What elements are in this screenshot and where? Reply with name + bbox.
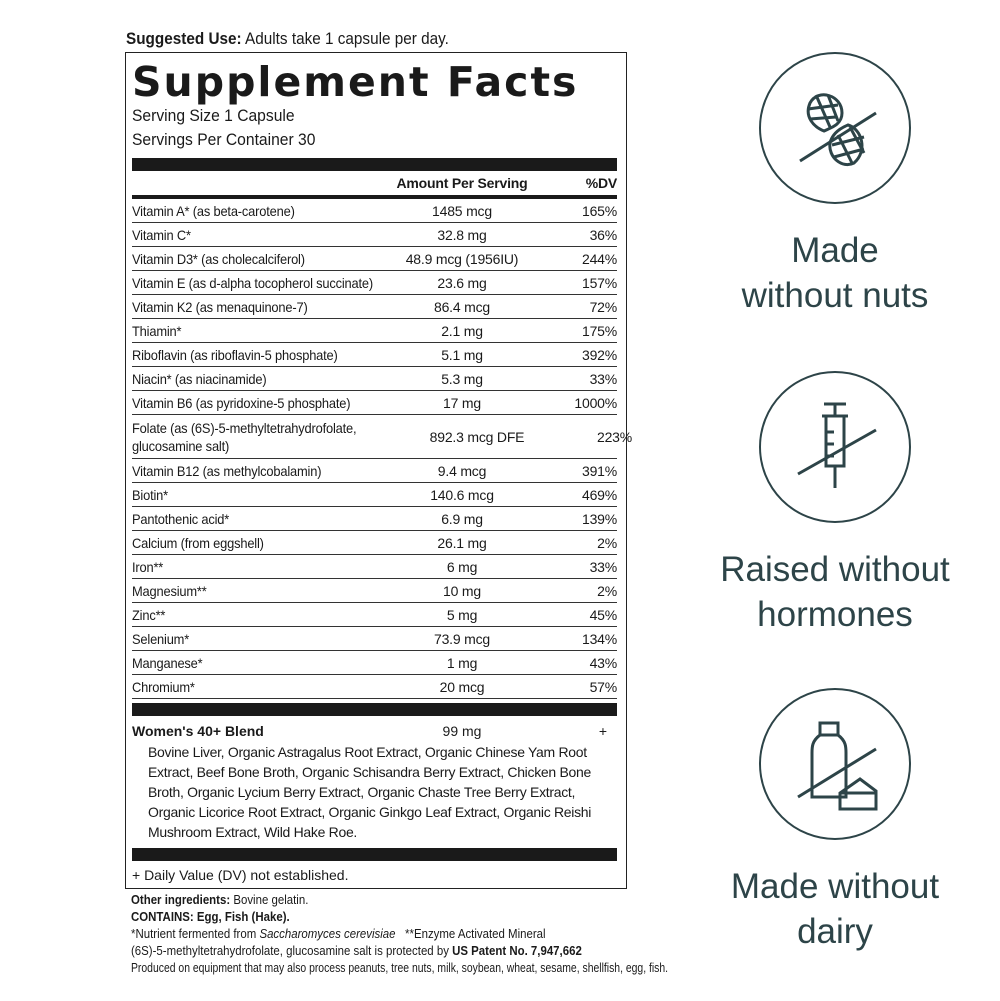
table-row bbox=[132, 627, 617, 651]
nutrient-amount: 9.4 mcg bbox=[437, 462, 487, 479]
badge-caption: dairy bbox=[797, 912, 873, 951]
nutrient-amount: 892.3 mcg DFE bbox=[429, 428, 525, 445]
nutrient-name: Chromium* bbox=[132, 678, 195, 695]
nutrient-amount: 23.6 mg bbox=[437, 274, 487, 291]
nutrient-dv: 165% bbox=[581, 202, 617, 219]
blend-amount: 99 mg bbox=[442, 723, 482, 739]
nutrient-dv: 139% bbox=[581, 510, 617, 527]
panel-title: Supplement Facts bbox=[132, 58, 579, 106]
table-row bbox=[132, 675, 617, 699]
nutrient-amount: 86.4 mcg bbox=[434, 298, 490, 315]
amount-header: Amount Per Serving bbox=[396, 175, 528, 191]
nutrient-name: Vitamin C* bbox=[132, 226, 191, 243]
nutrient-name: Vitamin B12 (as methylcobalamin) bbox=[132, 462, 322, 479]
divider-bar bbox=[132, 848, 617, 861]
table-row bbox=[132, 651, 617, 675]
nutrient-amount: 73.9 mcg bbox=[434, 630, 490, 647]
nutrient-name: Folate (as (6S)-5-methyltetrahydrofolate, glucosamine salt) bbox=[132, 419, 357, 454]
no-hormones-icon bbox=[759, 371, 911, 523]
table-row bbox=[132, 507, 617, 531]
nutrient-dv: 57% bbox=[589, 678, 617, 695]
footer-notes: Other ingredients: Bovine gelatin. CONTAINS: Egg, Fish (Hake). *Nutrient fermented from Saccharomyces cerevisiae **Enzyme Activated Mineral (6S)-5-methyltetrahydrofolate, glucosamine salt is protected by US Patent No. 7,947,662 Produced on equipment that may also process peanuts, tree nuts, milk, soybean, wheat, sesame, shellfish, egg, fish. bbox=[131, 892, 669, 975]
nutrient-amount: 10 mg bbox=[443, 582, 481, 599]
nutrient-dv: 392% bbox=[581, 346, 617, 363]
nutrient-name: Calcium (from eggshell) bbox=[132, 534, 264, 551]
nutrient-name: Biotin* bbox=[132, 486, 168, 503]
badge-no-nuts bbox=[741, 52, 929, 318]
suggested-use: Suggested Use: Adults take 1 capsule per day. bbox=[126, 29, 449, 48]
nutrient-dv: 72% bbox=[589, 298, 617, 315]
table-row bbox=[132, 579, 617, 603]
nutrient-name: Vitamin A* (as beta-carotene) bbox=[132, 202, 295, 219]
supplement-facts-panel bbox=[125, 52, 632, 889]
nutrient-amount: 20 mcg bbox=[439, 678, 485, 695]
no-nuts-icon bbox=[759, 52, 911, 204]
nutrient-dv: 45% bbox=[589, 606, 617, 623]
nutrient-table bbox=[132, 199, 632, 699]
nutrient-name: Vitamin K2 (as menaquinone-7) bbox=[132, 298, 308, 315]
no-dairy-icon bbox=[759, 688, 911, 840]
label-column bbox=[125, 52, 669, 976]
nutrient-dv: 175% bbox=[581, 322, 617, 339]
nutrient-amount: 1485 mcg bbox=[432, 202, 492, 219]
nutrient-name: Iron** bbox=[132, 558, 164, 575]
nutrient-dv: 33% bbox=[589, 370, 617, 387]
nutrient-name: Vitamin E (as d-alpha tocopherol succinate) bbox=[132, 274, 373, 291]
badge-caption: hormones bbox=[757, 595, 913, 634]
blend-row bbox=[132, 722, 617, 740]
servings-per-container: Servings Per Container 30 bbox=[132, 130, 316, 149]
nutrient-amount: 5.3 mg bbox=[441, 370, 483, 387]
nutrient-amount: 2.1 mg bbox=[441, 322, 483, 339]
table-row bbox=[132, 223, 617, 247]
badge-caption: Made without bbox=[730, 867, 940, 906]
nutrient-amount: 6 mg bbox=[446, 558, 478, 575]
table-row bbox=[132, 603, 617, 627]
table-row bbox=[132, 391, 617, 415]
divider-bar bbox=[132, 703, 617, 716]
table-row bbox=[132, 319, 617, 343]
badge-no-hormones bbox=[720, 371, 950, 637]
nutrient-amount: 32.8 mg bbox=[437, 226, 487, 243]
blend-dv: + bbox=[598, 723, 607, 739]
nutrient-name: Niacin* (as niacinamide) bbox=[132, 370, 267, 387]
blend-ingredients: Bovine Liver, Organic Astragalus Root Extract, Organic Chinese Yam Root Extract, Beef Bone Broth, Organic Schisandra Berry Extract, Chicken Bone Broth, Organic Lycium Berry Extract, Organic Chaste Tree Berry Extract, Organic Licorice Root Extract, Organic Ginkgo Leaf Extract, Organic Reishi Mushroom Extract, Wild Hake Roe. bbox=[148, 744, 592, 840]
nutrient-dv: 43% bbox=[589, 654, 617, 671]
table-row bbox=[132, 343, 617, 367]
nutrient-name: Pantothenic acid* bbox=[132, 510, 230, 527]
nutrient-amount: 6.9 mg bbox=[441, 510, 483, 527]
nutrient-dv: 2% bbox=[597, 582, 617, 599]
table-row bbox=[132, 415, 632, 459]
nutrient-dv: 391% bbox=[581, 462, 617, 479]
nutrient-name: Selenium* bbox=[132, 630, 190, 647]
nutrient-dv: 134% bbox=[581, 630, 617, 647]
nutrient-dv: 157% bbox=[581, 274, 617, 291]
table-row bbox=[132, 199, 617, 223]
nutrient-name: Riboflavin (as riboflavin-5 phosphate) bbox=[132, 346, 338, 363]
nutrient-dv: 469% bbox=[581, 486, 617, 503]
nutrient-name: Manganese* bbox=[132, 654, 203, 671]
nutrient-amount: 5.1 mg bbox=[441, 346, 483, 363]
nutrient-name: Vitamin B6 (as pyridoxine-5 phosphate) bbox=[132, 394, 351, 411]
nutrient-dv: 2% bbox=[597, 534, 617, 551]
badge-no-dairy bbox=[730, 688, 940, 954]
nutrient-amount: 17 mg bbox=[443, 394, 481, 411]
nutrient-name: Zinc** bbox=[132, 606, 166, 623]
badge-caption: Made bbox=[791, 231, 879, 270]
nutrient-dv: 33% bbox=[589, 558, 617, 575]
nutrient-amount: 140.6 mcg bbox=[430, 486, 494, 503]
nutrient-name: Thiamin* bbox=[132, 322, 182, 339]
nutrient-name: Vitamin D3* (as cholecalciferol) bbox=[132, 250, 305, 267]
divider-bar bbox=[132, 158, 617, 171]
table-row bbox=[132, 247, 617, 271]
nutrient-name: Magnesium** bbox=[132, 582, 207, 599]
table-row bbox=[132, 367, 617, 391]
table-header bbox=[132, 171, 617, 199]
nutrient-amount: 48.9 mcg (1956IU) bbox=[405, 250, 519, 267]
nutrient-amount: 26.1 mg bbox=[437, 534, 487, 551]
dv-header: %DV bbox=[585, 175, 617, 191]
badge-caption: without nuts bbox=[741, 276, 929, 315]
table-row bbox=[132, 271, 617, 295]
nutrient-dv: 223% bbox=[596, 428, 632, 445]
dv-note: + Daily Value (DV) not established. bbox=[132, 867, 349, 883]
nutrient-amount: 1 mg bbox=[446, 654, 478, 671]
nutrient-dv: 36% bbox=[589, 226, 617, 243]
serving-size: Serving Size 1 Capsule bbox=[132, 106, 295, 125]
blend-name: Women's 40+ Blend bbox=[132, 723, 264, 739]
table-row bbox=[132, 459, 617, 483]
nutrient-amount: 5 mg bbox=[446, 606, 478, 623]
nutrient-dv: 1000% bbox=[574, 394, 617, 411]
table-row bbox=[132, 295, 617, 319]
table-row bbox=[132, 483, 617, 507]
nutrient-dv: 244% bbox=[581, 250, 617, 267]
badge-caption: Raised without bbox=[720, 550, 950, 589]
table-row bbox=[132, 531, 617, 555]
table-row bbox=[132, 555, 617, 579]
